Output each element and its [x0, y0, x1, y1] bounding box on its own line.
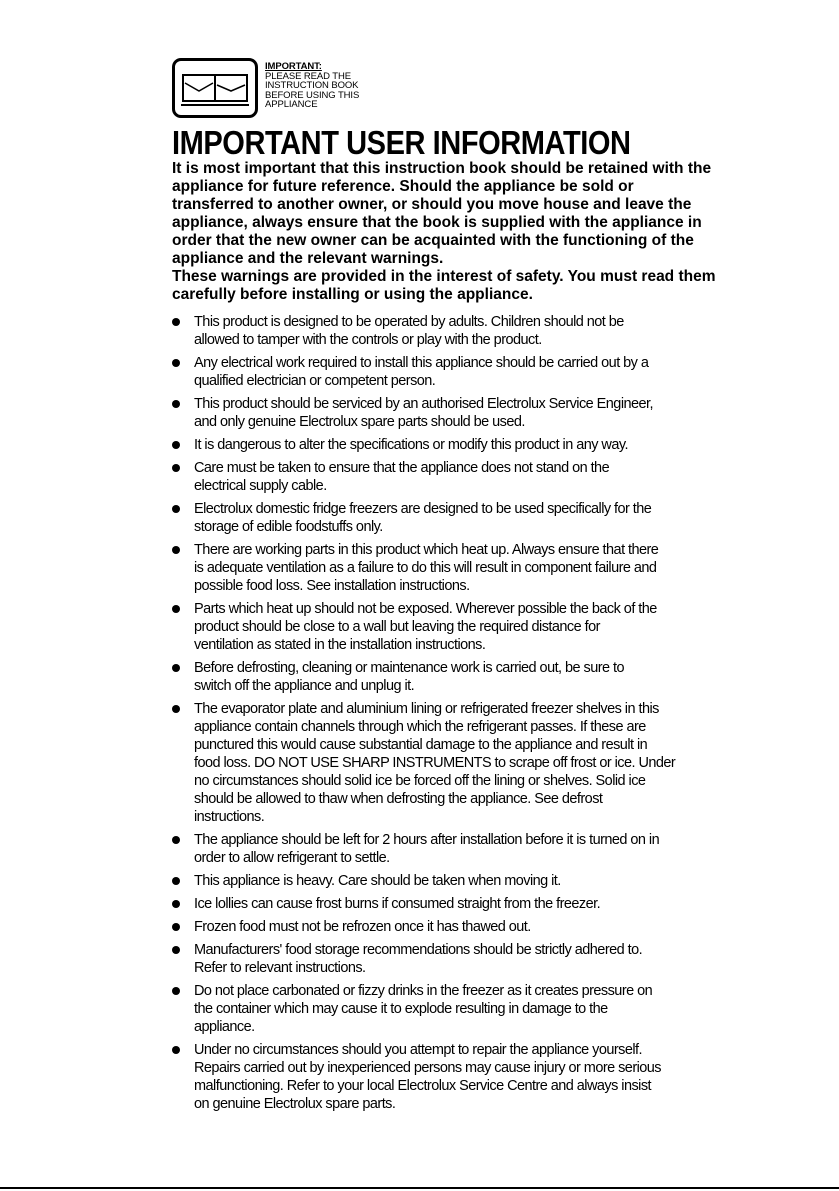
read-instructions-note: [265, 62, 405, 110]
warning-text-line: no circumstances should solid ice be forced off the lining or shelves. Solid ice: [194, 773, 646, 789]
warning-item: [172, 459, 672, 495]
warning-text-line: Parts which heat up should not be exposed. Wherever possible the back of the: [194, 601, 657, 617]
warning-text-line: possible food loss. See installation instructions.: [194, 578, 470, 594]
warning-item: [172, 831, 672, 867]
bullet-icon: [172, 877, 180, 885]
warning-item: [172, 1041, 672, 1113]
warning-item: [172, 600, 672, 654]
bullet-icon: [172, 836, 180, 844]
note-line: PLEASE READ THE: [265, 70, 351, 82]
warning-text-line: It is dangerous to alter the specifications or modify this product in any way.: [194, 437, 628, 453]
warnings-list: [172, 313, 676, 1118]
warning-item: [172, 395, 672, 431]
note-line: BEFORE USING THIS: [265, 89, 360, 101]
warning-text-line: on genuine Electrolux spare parts.: [194, 1096, 396, 1112]
text-line: appliance, always ensure that the book is supplied with the appliance in: [172, 214, 702, 231]
note-line: APPLIANCE: [265, 99, 318, 110]
bullet-icon: [172, 900, 180, 908]
text-line: appliance for future reference. Should the appliance be sold or: [172, 178, 634, 195]
warning-text-line: Before defrosting, cleaning or maintenance work is carried out, be sure to: [194, 660, 624, 676]
warning-text-line: Any electrical work required to install this appliance should be carried out by a: [194, 355, 649, 371]
warning-text-line: appliance.: [194, 1019, 255, 1035]
bullet-icon: [172, 946, 180, 954]
warning-text-line: the container which may cause it to explode resulting in damage to the: [194, 1001, 608, 1017]
warning-text-line: Repairs carried out by inexperienced persons may cause injury or more serious: [194, 1060, 661, 1076]
warning-text-line: The evaporator plate and aluminium lining or refrigerated freezer shelves in this: [194, 701, 659, 717]
warning-item: [172, 895, 672, 913]
warning-text-line: electrical supply cable.: [194, 478, 327, 494]
bullet-icon: [172, 664, 180, 672]
warning-text-line: and only genuine Electrolux spare parts should be used.: [194, 414, 525, 430]
warning-text-line: Do not place carbonated or fizzy drinks in the freezer as it creates pressure on: [194, 983, 653, 999]
warning-text-line: product should be close to a wall but leaving the required distance for: [194, 619, 600, 635]
intro-paragraph-retain-book: [172, 160, 712, 268]
warning-text-line: Electrolux domestic fridge freezers are designed to be used specifically for the: [194, 501, 652, 517]
warning-text-line: There are working parts in this product which heat up. Always ensure that there: [194, 542, 659, 558]
warning-text-line: order to allow refrigerant to settle.: [194, 850, 390, 866]
warning-item: [172, 982, 672, 1036]
warning-text-line: storage of edible foodstuffs only.: [194, 519, 383, 535]
bullet-icon: [172, 464, 180, 472]
warning-item: [172, 541, 672, 595]
warning-text-line: switch off the appliance and unplug it.: [194, 678, 415, 694]
warning-text-line: Manufacturers' food storage recommendations should be strictly adhered to.: [194, 942, 643, 958]
text-line: It is most important that this instruction book should be retained with the: [172, 160, 712, 177]
warning-text-line: This product should be serviced by an authorised Electrolux Service Engineer,: [194, 396, 653, 412]
bullet-icon: [172, 359, 180, 367]
text-line: order that the new owner can be acquainted with the functioning of the: [172, 232, 694, 249]
page-title: IMPORTANT USER INFORMATION: [172, 124, 631, 161]
warning-item: [172, 659, 672, 695]
text-line: transferred to another owner, or should you move house and leave the: [172, 196, 692, 213]
note-heading: IMPORTANT:: [265, 61, 322, 72]
warning-item: [172, 313, 672, 349]
warning-text-line: punctured this would cause substantial damage to the appliance and result in: [194, 737, 648, 753]
warning-text-line: appliance contain channels through which the refrigerant passes. If these are: [194, 719, 646, 735]
bullet-icon: [172, 923, 180, 931]
warning-text-line: malfunctioning. Refer to your local Electrolux Service Centre and always insist: [194, 1078, 652, 1094]
bullet-icon: [172, 987, 180, 995]
warning-text-line: is adequate ventilation as a failure to do this will result in component failure and: [194, 560, 657, 576]
warning-item: [172, 918, 672, 936]
bullet-icon: [172, 705, 180, 713]
warning-item: [172, 700, 676, 826]
warning-text-line: allowed to tamper with the controls or play with the product.: [194, 332, 542, 348]
bullet-icon: [172, 505, 180, 513]
warning-item: [172, 354, 672, 390]
warning-text-line: ventilation as stated in the installation instructions.: [194, 637, 486, 653]
bullet-icon: [172, 400, 180, 408]
warning-text-line: should be allowed to thaw when defrosting the appliance. See defrost: [194, 791, 603, 807]
text-line: carefully before installing or using the appliance.: [172, 286, 533, 303]
warning-text-line: Under no circumstances should you attempt to repair the appliance yourself.: [194, 1042, 642, 1058]
note-line: INSTRUCTION BOOK: [265, 80, 359, 91]
warning-item: [172, 436, 672, 454]
warning-text-line: instructions.: [194, 809, 265, 825]
bullet-icon: [172, 546, 180, 554]
bullet-icon: [172, 605, 180, 613]
warning-text-line: The appliance should be left for 2 hours after installation before it is turned on in: [194, 832, 660, 848]
warning-item: [172, 500, 672, 536]
warning-text-line: This product is designed to be operated by adults. Children should not be: [194, 314, 624, 330]
warning-text-line: Refer to relevant instructions.: [194, 960, 366, 976]
warning-item: [172, 941, 672, 977]
warning-text-line: Care must be taken to ensure that the appliance does not stand on the: [194, 460, 610, 476]
instruction-book-icon: [172, 58, 258, 118]
page-edge-rule: [0, 1187, 839, 1189]
warning-text-line: qualified electrician or competent person.: [194, 373, 436, 389]
bullet-icon: [172, 441, 180, 449]
warning-text-line: Ice lollies can cause frost burns if consumed straight from the freezer.: [194, 896, 601, 912]
bullet-icon: [172, 318, 180, 326]
bullet-icon: [172, 1046, 180, 1054]
warning-text-line: Frozen food must not be refrozen once it has thawed out.: [194, 919, 531, 935]
warning-text-line: This appliance is heavy. Care should be taken when moving it.: [194, 873, 561, 889]
text-line: These warnings are provided in the interest of safety. You must read them: [172, 268, 716, 285]
intro-paragraph-safety: [172, 268, 716, 304]
warning-text-line: food loss. DO NOT USE SHARP INSTRUMENTS to scrape off frost or ice. Under: [194, 755, 676, 771]
text-line: appliance and the relevant warnings.: [172, 250, 444, 267]
warning-item: [172, 872, 672, 890]
